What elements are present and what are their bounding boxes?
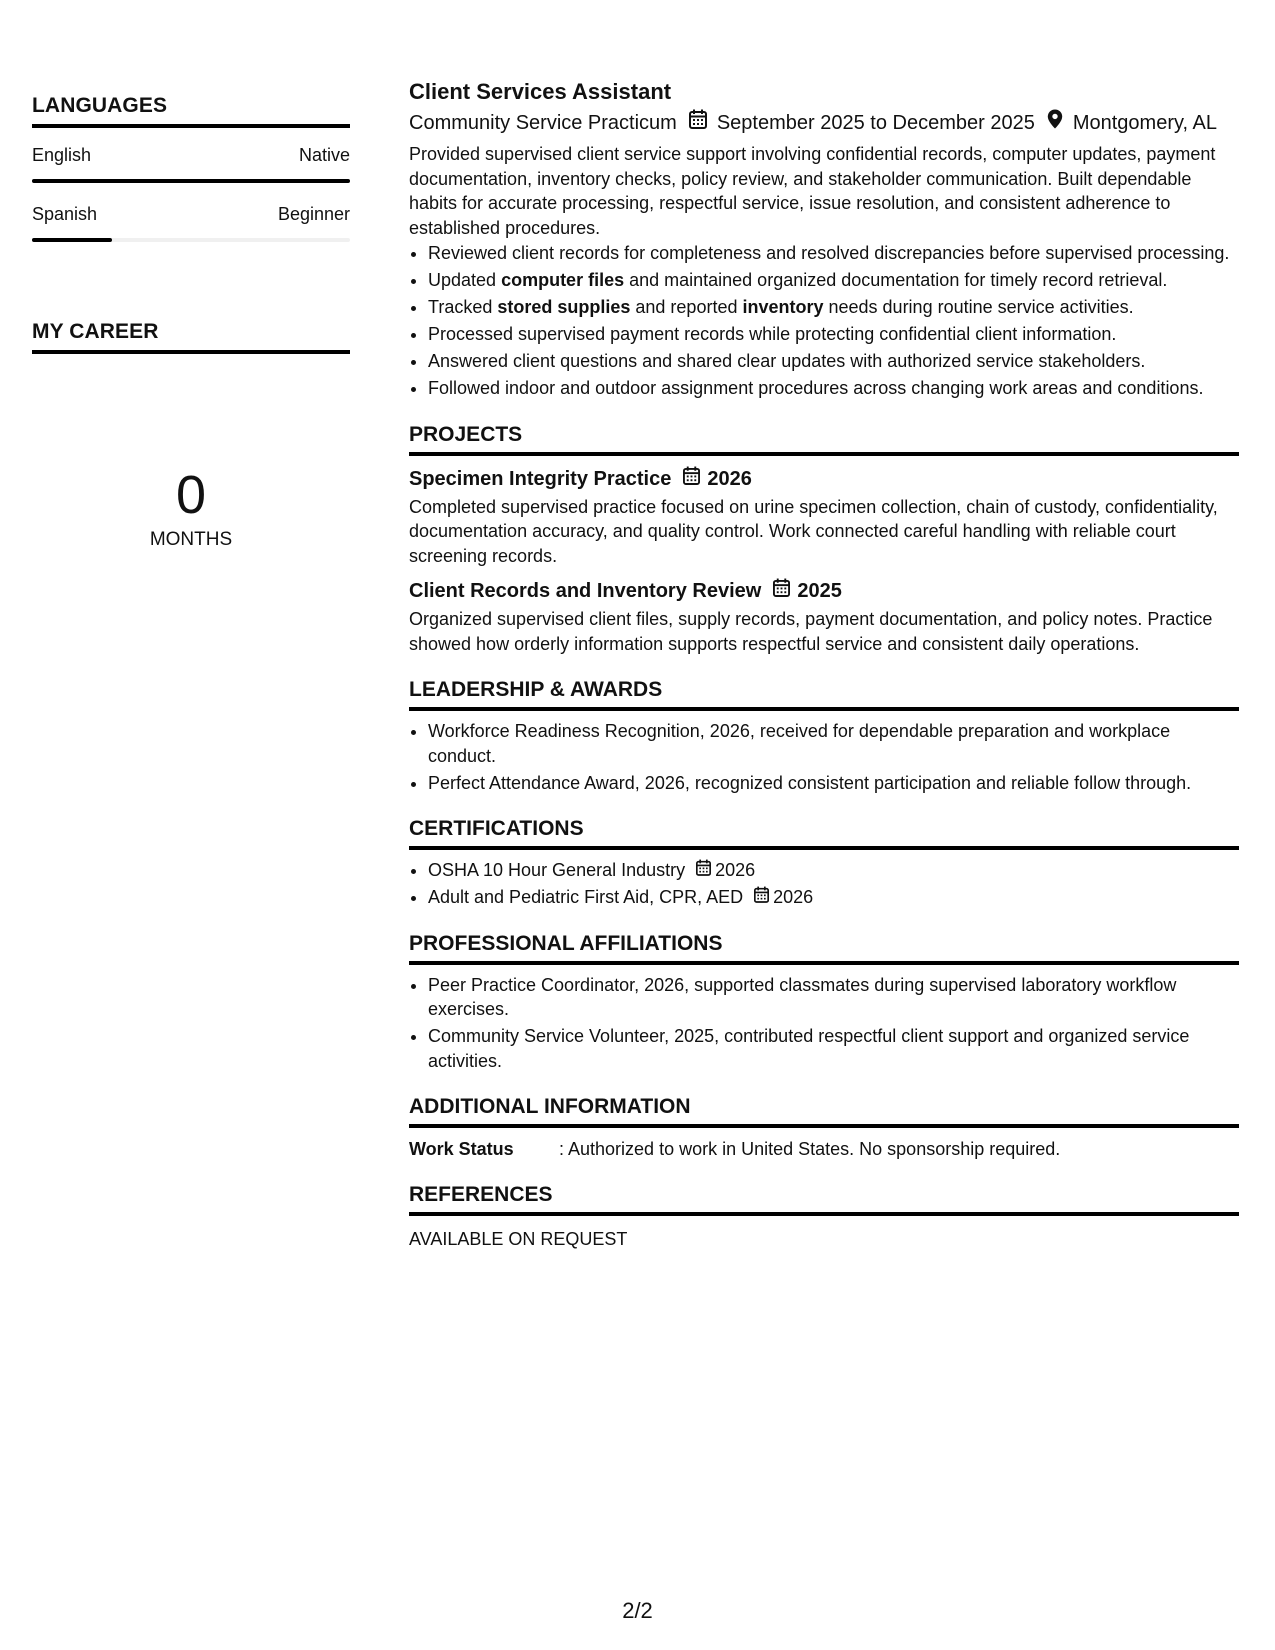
work-status-row (409, 1137, 1239, 1161)
work-status-value: : Authorized to work in United States. No sponsorship required. (559, 1139, 1061, 1159)
projects-heading: PROJECTS (409, 421, 1239, 456)
calendar-icon (683, 466, 700, 492)
certifications-list (409, 858, 1239, 910)
job-dates: September 2025 to December 2025 (716, 112, 1035, 134)
project-entry (409, 466, 1239, 569)
sidebar (32, 92, 350, 552)
certification-year: 2026 (715, 860, 756, 880)
career-value: 0 (175, 465, 207, 525)
main-content (409, 78, 1239, 1251)
language-list (32, 144, 350, 242)
language-item (32, 203, 350, 242)
project-entry (409, 578, 1239, 656)
job-meta (409, 109, 1239, 137)
certifications-heading: CERTIFICATIONS (409, 815, 1239, 850)
project-title: Client Records and Inventory Review (409, 580, 762, 602)
calendar-icon (689, 109, 707, 137)
language-proficiency-fill (32, 238, 112, 242)
language-item (32, 144, 350, 183)
certification-name: • OSHA 10 Hour General Industry (428, 860, 686, 880)
list-item: • Processed supervised payment records while protecting confidential client information. (428, 322, 1239, 347)
affiliations-list (409, 973, 1239, 1074)
job-organization: Community Service Practicum (409, 112, 677, 134)
job-bullets (409, 241, 1239, 401)
job-description: Provided supervised client service support involving confidential records, computer updates, payment documentation, inventory checks, policy review, and stakeholder communication. Built dependable habits for accurate processing, respectful service, issue resolution, and consistent adherence to established procedures. (409, 144, 1216, 238)
language-level: Beginner (277, 204, 350, 224)
project-year: 2025 (797, 580, 842, 602)
map-pin-icon (1047, 109, 1063, 137)
project-description: Organized supervised client files, supply records, payment documentation, and policy notes. Practice showed how orderly information supports respectful service and consistent daily operations. (409, 609, 1213, 654)
references-text: AVAILABLE ON REQUEST (409, 1229, 628, 1249)
list-item: • Followed indoor and outdoor assignment procedures across changing work areas and conditions. (428, 376, 1239, 401)
language-proficiency-bar (32, 179, 350, 183)
career-unit: MONTHS (149, 529, 233, 550)
calendar-icon (754, 885, 769, 910)
work-status-label: Work Status (409, 1139, 514, 1159)
list-item: • Peer Practice Coordinator, 2026, supported classmates during supervised laboratory workflow exercises. (428, 973, 1239, 1022)
affiliations-heading: PROFESSIONAL AFFILIATIONS (409, 930, 1239, 965)
list-item: • Perfect Attendance Award, 2026, recognized consistent participation and reliable follow through. (428, 771, 1239, 796)
project-description: Completed supervised practice focused on urine specimen collection, chain of custody, confidentiality, documentation accuracy, and quality control. Work connected careful handling with reliable court screening records. (409, 496, 1218, 566)
language-proficiency-bar (32, 238, 350, 242)
languages-heading: LANGUAGES (32, 92, 350, 128)
language-proficiency-fill (32, 179, 350, 183)
project-title: Specimen Integrity Practice (409, 467, 672, 490)
language-name: English (32, 145, 92, 165)
page-number: 2/2 (622, 1598, 653, 1623)
certification-name: • Adult and Pediatric First Aid, CPR, AED (428, 887, 744, 907)
calendar-icon (696, 858, 711, 883)
career-heading: MY CAREER (32, 318, 350, 354)
list-item: • Answered client questions and shared clear updates with authorized service stakeholders. (428, 349, 1239, 374)
list-item: • Workforce Readiness Recognition, 2026, received for dependable preparation and workplace conduct. (428, 719, 1239, 768)
career-duration (32, 465, 350, 552)
language-level: Native (298, 145, 350, 165)
list-item: • Reviewed client records for completeness and resolved discrepancies before supervised processing. (428, 241, 1239, 266)
calendar-icon (773, 578, 790, 604)
language-name: Spanish (32, 204, 98, 224)
list-item (428, 885, 1239, 910)
job-location: Montgomery, AL (1072, 112, 1217, 134)
certification-year: 2026 (773, 887, 814, 907)
references-heading: REFERENCES (409, 1181, 1239, 1216)
project-year: 2026 (707, 467, 752, 490)
list-item: • Updated computer files and maintained organized documentation for timely record retrieval. (428, 268, 1239, 293)
leadership-list (409, 719, 1239, 795)
job-title: Client Services Assistant (409, 79, 672, 104)
experience-entry (409, 78, 1239, 401)
list-item (428, 858, 1239, 883)
list-item: • Tracked stored supplies and reported inventory needs during routine service activities. (428, 295, 1239, 320)
leadership-heading: LEADERSHIP & AWARDS (409, 676, 1239, 711)
list-item: • Community Service Volunteer, 2025, contributed respectful client support and organized service activities. (428, 1024, 1239, 1073)
additional-heading: ADDITIONAL INFORMATION (409, 1093, 1239, 1128)
